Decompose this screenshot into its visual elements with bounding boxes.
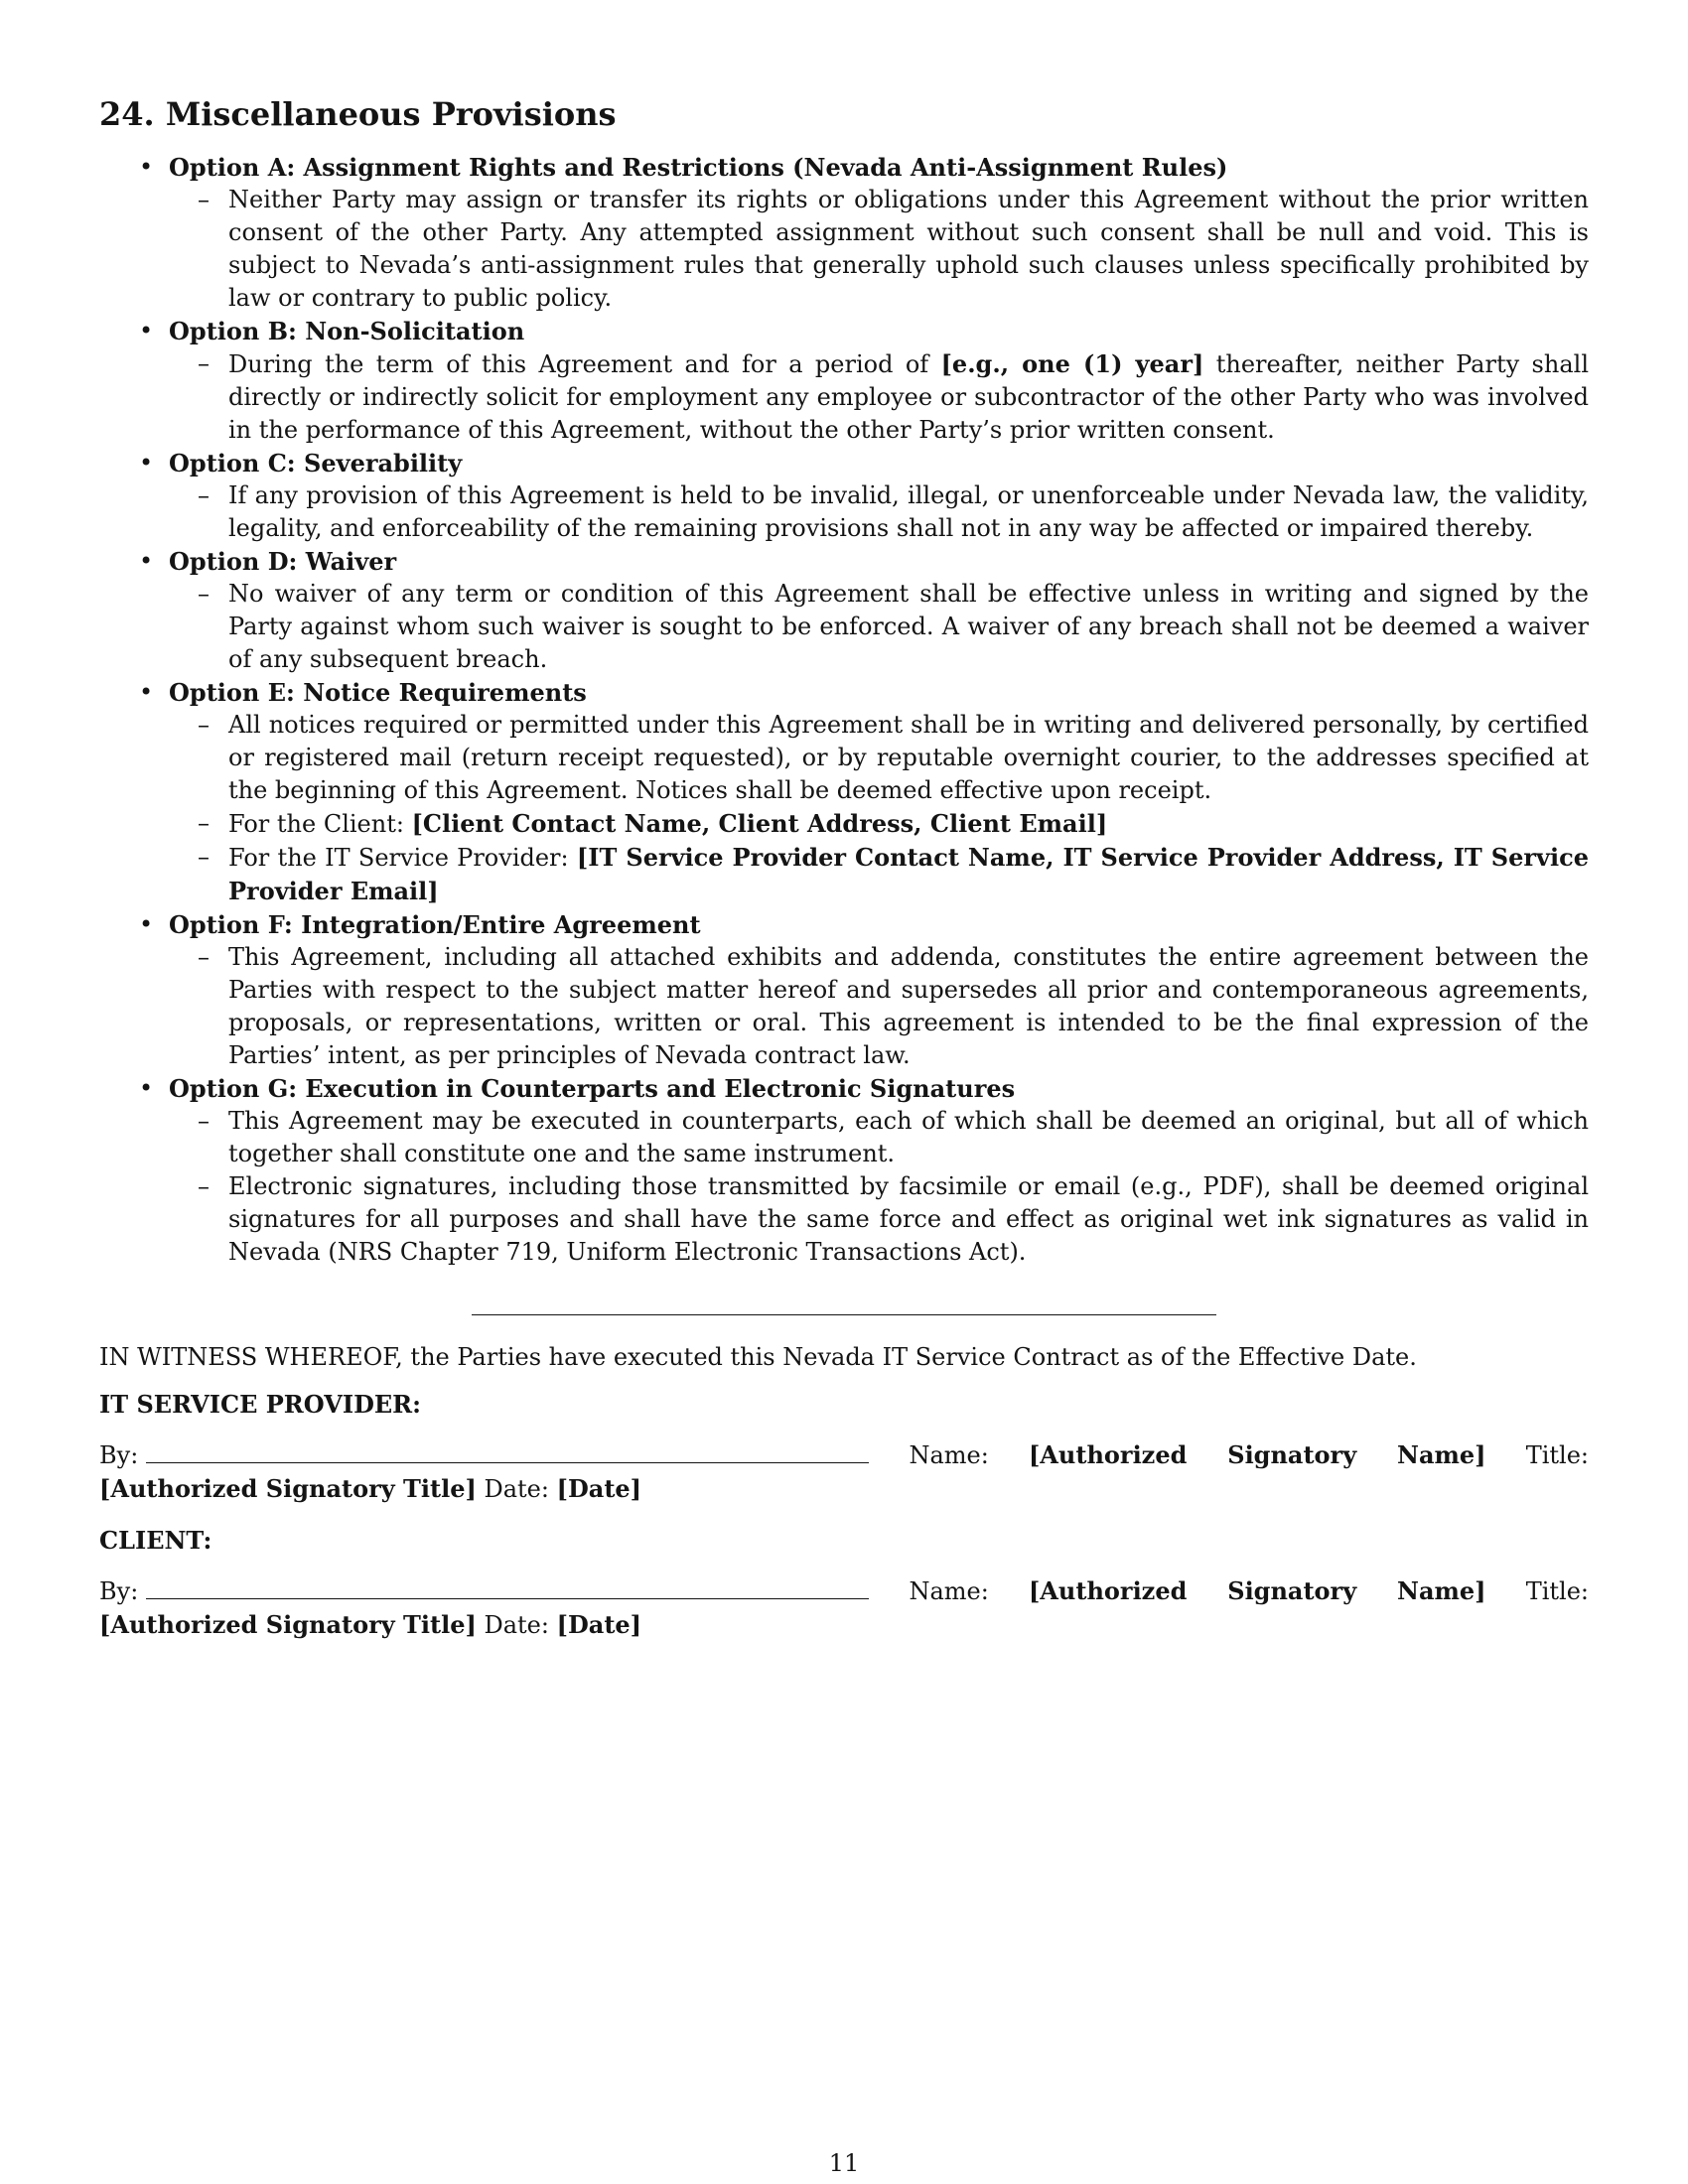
option-g (99, 1072, 1589, 1269)
signature-line[interactable] (146, 1440, 869, 1463)
option-e (99, 676, 1589, 908)
client-placeholder: [Client Contact Name, Client Address, Client Email] (411, 809, 1108, 839)
signature-block-client: By: Name: [Authorized Signatory Name] Title: [Authorized Signatory Title] Date: [Date] (99, 1576, 1589, 1640)
option-text: – This Agreement may be executed in counterparts, each of which shall be deemed an original, but all of which together shall constitute one and the same instrument. (169, 1105, 1589, 1170)
signature-block-provider: By: Name: [Authorized Signatory Name] Title: [Authorized Signatory Title] Date: [Date] (99, 1440, 1589, 1504)
option-text: – If any provision of this Agreement is held to be invalid, illegal, or unenforceable under Nevada law, the validity, legality, and enforceability of the remaining provisions shall not in any way be affected or impaired thereby. (169, 479, 1589, 545)
option-a (99, 151, 1589, 315)
provider-notice: – For the IT Service Provider: [IT Service Provider Contact Name, IT Service Provider Address, IT Service Provider Email] (169, 841, 1589, 908)
option-text: – No waiver of any term or condition of this Agreement shall be effective unless in writing and signed by the Party against whom such waiver is sought to be enforced. A waiver of any breach shall not be deemed a waiver of any subsequent breach. (169, 578, 1589, 676)
option-text: – During the term of this Agreement and for a period of [e.g., one (1) year] thereafter, neither Party shall directly or indirectly solicit for employment any employee or subcontractor of the other Party who was involved in the performance of this Agreement, without the other Party’s prior written consent. (169, 347, 1589, 447)
provider-placeholder: [IT Service Provider Contact Name, IT Service Provider Address, IT Service Provider Email] (228, 843, 1589, 906)
client-notice: – For the Client: [Client Contact Name, Client Address, Client Email] (169, 807, 1589, 841)
witness-statement: IN WITNESS WHEREOF, the Parties have executed this Nevada IT Service Contract as of the Effective Date. (99, 1343, 1417, 1372)
divider (472, 1314, 1216, 1315)
placeholder-term: [e.g., one (1) year] (940, 349, 1204, 379)
option-title: • Option D: Waiver (169, 547, 397, 577)
party-heading-provider: IT SERVICE PROVIDER: (99, 1390, 421, 1420)
option-title: • Option A: Assignment Rights and Restrictions (Nevada Anti-Assignment Rules) (169, 153, 1228, 183)
option-title: • Option G: Execution in Counterparts and Electronic Signatures (169, 1074, 1016, 1104)
option-c (99, 447, 1589, 545)
party-heading-client: CLIENT: (99, 1526, 212, 1556)
options-list (99, 151, 1589, 1269)
signature-line[interactable] (146, 1576, 869, 1599)
document-page (99, 95, 1589, 1660)
option-title: • Option C: Severability (169, 449, 463, 478)
option-title: • Option F: Integration/Entire Agreement (169, 910, 701, 940)
option-text: – Electronic signatures, including those transmitted by facsimile or email (e.g., PDF), shall be deemed original signatures for all purposes and shall have the same force and effect as original wet ink signatures as valid in Nevada (NRS Chapter 719, Uniform Electronic Transactions Act). (169, 1170, 1589, 1269)
option-b (99, 315, 1589, 447)
option-title: • Option E: Notice Requirements (169, 678, 587, 708)
option-d (99, 545, 1589, 676)
option-text: – All notices required or permitted under this Agreement shall be in writing and delivered personally, by certified or registered mail (return receipt requested), or by reputable overnight courier, to the addresses specified at the beginning of this Agreement. Notices shall be deemed effective upon receipt. (169, 709, 1589, 807)
option-f (99, 908, 1589, 1072)
option-text: – Neither Party may assign or transfer its rights or obligations under this Agreement without the prior written consent of the other Party. Any attempted assignment without such consent shall be null and void. This is subject to Nevada’s anti-assignment rules that generally uphold such clauses unless specifically prohibited by law or contrary to public policy. (169, 184, 1589, 315)
page-number: 11 (828, 2149, 860, 2177)
section-title: 24. Miscellaneous Provisions (99, 95, 617, 133)
option-title: • Option B: Non-Solicitation (169, 317, 525, 346)
option-text: – This Agreement, including all attached exhibits and addenda, constitutes the entire agreement between the Parties with respect to the subject matter hereof and supersedes all prior and contemporaneous agreements, proposals, or representations, written or oral. This agreement is intended to be the final expression of the Parties’ intent, as per principles of Nevada contract law. (169, 941, 1589, 1072)
